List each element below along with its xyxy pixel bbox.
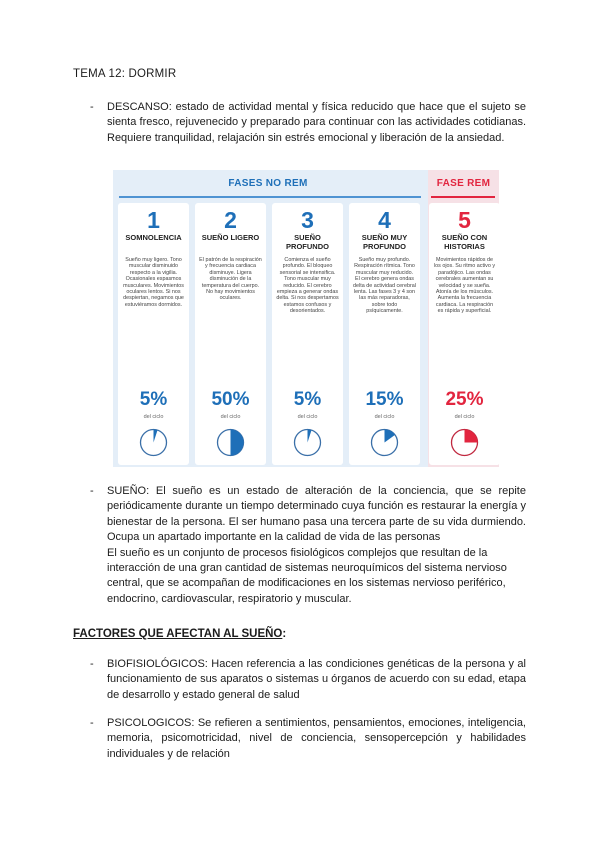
phase-name: SOMNOLENCIA <box>125 233 182 242</box>
descanso-text: DESCANSO: estado de actividad mental y física reducido que hace que el sujeto se sienta fresco, rejuvenecido y preparado para continuar con las actividades cotidianas. Requiere tranquilidad, relajación sin estrés emocional y liberación de la ansiedad. <box>107 101 526 144</box>
phase-card-5 <box>429 203 499 465</box>
phase-name: SUEÑO MUY PROFUNDO <box>361 233 408 251</box>
cycle-label: del ciclo <box>374 414 395 420</box>
phase-percent: 25% <box>445 389 484 410</box>
phase-card-2 <box>195 203 266 465</box>
psicologicos-bullet <box>90 716 526 764</box>
rem-header: FASE REM <box>436 178 491 189</box>
phase-number: 2 <box>224 207 237 233</box>
cycle-label: del ciclo <box>143 414 164 420</box>
phase-percent: 5% <box>293 389 322 410</box>
phase-pie-chart <box>216 428 245 457</box>
phase-number: 4 <box>378 207 391 233</box>
phase-pie-chart <box>293 428 322 457</box>
phase-pie-chart <box>139 428 168 457</box>
cycle-label: del ciclo <box>220 414 241 420</box>
bullet-dash: - <box>90 717 94 729</box>
sueno-text: SUEÑO: El sueño es un estado de alteración de la conciencia, que se repite periódicamente durante un tiempo determinado cuya función es restaurar la energía y bienestar de la persona. El ser humano pasa una tercera parte de su vida durmiendo. Ocupa un apartado importante en la calidad de vida de las personas <box>107 485 526 544</box>
phase-card-1 <box>118 203 189 465</box>
phase-description: Comienza el sueño profundo. El bloqueo sensorial se intensifica. Tono muscular muy reducido. El cerebro empieza a generar ondas delta. Si nos despertamos estamos confusos y desorientados. <box>276 257 339 315</box>
phase-percent: 5% <box>139 389 168 410</box>
bullet-dash: - <box>90 658 94 670</box>
psicologicos-text: PSICOLOGICOS: Se refieren a sentimientos, pensamientos, emociones, inteligencia, memoria, psicomotricidad, nivel de conciencia, sensopercepción y habilidades individuales y de relación <box>107 717 526 760</box>
phase-card-3 <box>272 203 343 465</box>
rem-divider <box>431 196 495 198</box>
phase-name: SUEÑO PROFUNDO <box>286 233 329 251</box>
factors-heading-colon: : <box>282 628 287 640</box>
phase-description: Sueño muy ligero. Tono muscular disminuido respecto a la vigilia. Ocasionales espasmos musculares. Movimientos oculares lentos. Si nos despiertan, negamos que estuviéramos dormidos. <box>123 257 184 308</box>
factors-heading <box>73 628 286 640</box>
phase-description: Movimientos rápidos de los ojos. Su ritmo activo y paradójico. Las ondas cerebrales aumentan su velocidad y se sueña. Atonía de los músculos. Aumenta la frecuencia cardiaca. La respiración es rápida y superficial. <box>433 257 496 315</box>
descanso-bullet <box>90 100 526 164</box>
phase-card-4 <box>349 203 420 465</box>
factors-heading-text: FACTORES QUE AFECTAN AL SUEÑO <box>73 628 283 640</box>
bullet-dash: - <box>90 485 94 497</box>
cycle-label: del ciclo <box>454 414 475 420</box>
sleep-phases-infographic <box>113 170 499 467</box>
no-rem-divider <box>119 196 421 198</box>
phase-percent: 15% <box>365 389 404 410</box>
biofisiologicos-text: BIOFISIOLÓGICOS: Hacen referencia a las condiciones genéticas de la persona y al funcionamiento de sus aparatos o sistemas u órganos de acuerdo con su edad, etapa de desarrollo y estado general de salud <box>107 658 526 701</box>
phase-name: SUEÑO CON HISTORIAS <box>441 233 488 251</box>
phase-pie-chart <box>370 428 399 457</box>
page-title: TEMA 12: DORMIR <box>73 68 177 80</box>
no-rem-header: FASES NO REM <box>228 178 308 189</box>
cycle-label: del ciclo <box>297 414 318 420</box>
bullet-dash: - <box>90 101 94 113</box>
phase-name: SUEÑO LIGERO <box>201 233 260 242</box>
phase-percent: 50% <box>211 389 250 410</box>
phase-pie-chart <box>450 428 479 457</box>
phase-description: El patrón de la respiración y frecuencia cardiaca disminuye. Ligera disminución de la temperatura del cuerpo. No hay movimientos oculares. <box>199 257 262 302</box>
biofisiologicos-bullet <box>90 657 526 705</box>
phase-number: 1 <box>147 207 160 233</box>
phase-number: 3 <box>301 207 314 233</box>
sueno-text-2: El sueño es un conjunto de procesos fisiológicos complejos que resultan de la interacción de una gran cantidad de sistemas neuroquímicos del sistema nervioso central, que se acompañan de modificaciones en los sistemas nervioso periférico, endocrino, cardiovascular, respiratorio y muscular. <box>107 546 507 605</box>
phase-number: 5 <box>458 207 471 233</box>
sueno-bullet <box>90 484 526 604</box>
phase-description: Sueño muy profundo. Respiración rítmica. Tono muscular muy reducido. El cerebro genera ondas delta de actividad cerebral lenta. Las fases 3 y 4 son las más reparadoras, sobre todo psíquicamente. <box>353 257 416 315</box>
